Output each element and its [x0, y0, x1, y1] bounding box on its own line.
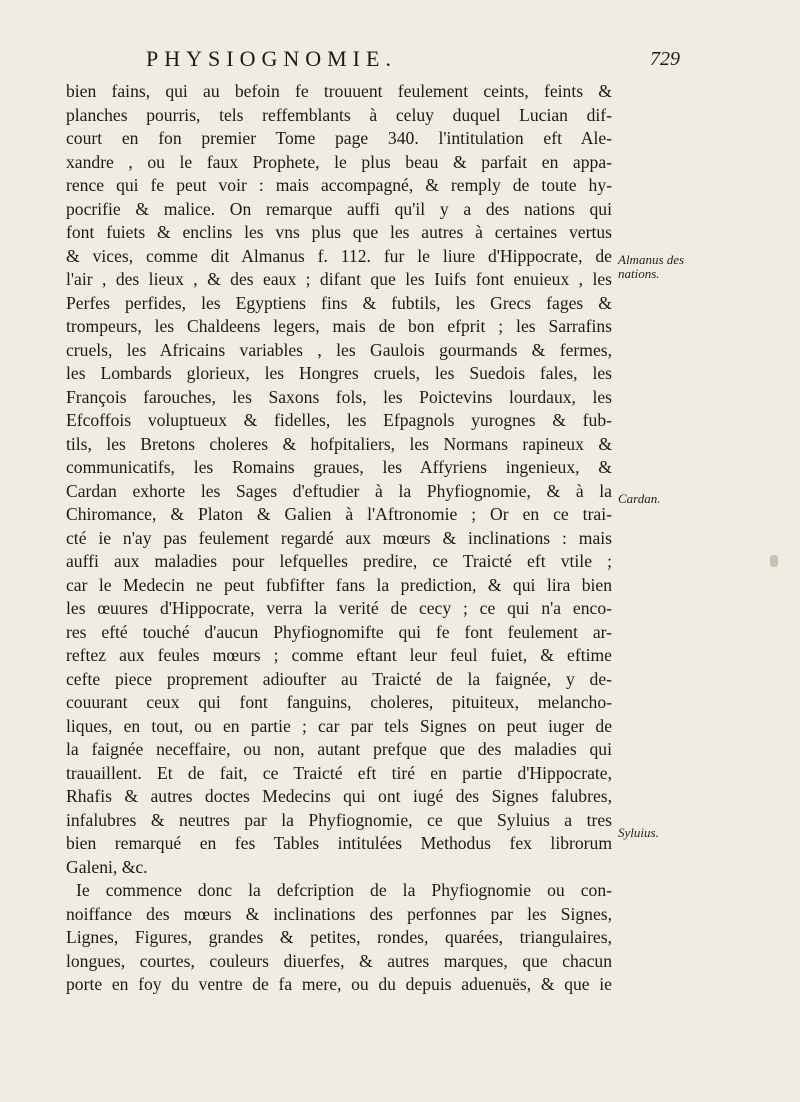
- body-text: [66, 80, 612, 997]
- text-line: xandre , ou le faux Prophete, le plus beau & parfait en appa-: [66, 151, 612, 172]
- text-line: Cardan exhorte les Sages d'eftudier à la Phyfiognomie, & à la: [66, 480, 612, 501]
- text-line: Perfes perfides, les Egyptiens fins & fubtils, les Grecs fages &: [66, 292, 612, 313]
- text-line: les Lombards glorieux, les Hongres cruels, les Suedois fales, les: [66, 363, 612, 383]
- text-line: auffi aux maladies pour lefquelles predire, ce Traicté eft vtile ;: [66, 551, 612, 571]
- text-line: res efté touché d'aucun Phyfiognomifte qui fe font feulement ar-: [66, 621, 612, 642]
- text-line: liques, en tout, ou en partie ; car par tels Signes on peut iuger de: [66, 715, 612, 736]
- text-line: Chiromance, & Platon & Galien à l'Aftronomie ; Or en ce trai-: [66, 504, 612, 524]
- text-line: couurant ceux qui font fanguins, choleres, pituiteux, melancho-: [66, 692, 612, 712]
- page-header: [140, 46, 680, 76]
- marginal-note: Cardan.: [618, 491, 661, 506]
- text-line: la faignée neceffaire, ou non, autant prefque que des maladies qui: [66, 739, 612, 759]
- page-number: 729: [650, 48, 680, 70]
- text-line: longues, courtes, couleurs diuerfes, & autres marques, que chacun: [66, 950, 612, 971]
- text-line: noiffance des mœurs & inclinations des perfonnes par les Signes,: [66, 903, 612, 924]
- text-line: rence qui fe peut voir : mais accompagné, & remply de toute hy-: [66, 175, 612, 195]
- text-line: Ie commence donc la defcription de la Phyfiognomie ou con-: [76, 880, 612, 900]
- text-line: font fuiets & enclins les vns plus que les autres à certaines vertus: [66, 222, 612, 242]
- text-line: infalubres & neutres par la Phyfiognomie, ce que Syluius a tres: [66, 809, 612, 830]
- text-line: François farouches, les Saxons fols, les Poictevins lourdaux, les: [66, 386, 612, 407]
- text-line: trompeurs, les Chaldeens legers, mais de bon efprit ; les Sarrafins: [66, 316, 612, 336]
- text-line: court en fon premier Tome page 340. l'intitulation eft Ale-: [66, 128, 612, 148]
- text-line: bien remarqué en fes Tables intitulées Methodus fex librorum: [66, 833, 612, 853]
- text-line: cefte piece proprement adioufter au Traicté de la faignée, y de-: [66, 668, 612, 689]
- text-line: Efcoffois voluptueux & fidelles, les Efpagnols yurognes & fub-: [66, 410, 612, 430]
- running-title: PHYSIOGNOMIE.: [146, 46, 397, 71]
- text-line: Rhafis & autres doctes Medecins qui ont iugé des Signes falubres,: [66, 786, 612, 806]
- text-line: reftez aux feules mœurs ; comme eftant leur feul fuiet, & eftime: [66, 645, 612, 665]
- text-line: cruels, les Africains variables , les Gaulois gourmands & fermes,: [66, 339, 612, 360]
- ink-blemish: [770, 555, 778, 567]
- text-line: cté ie n'ay pas feulement regardé aux mœurs & inclinations : mais: [66, 527, 612, 548]
- marginal-note: Almanus des nations.: [618, 252, 685, 281]
- text-line: car le Medecin ne peut fubfifter fans la prediction, & qui lira bien: [66, 574, 612, 595]
- text-line: & vices, comme dit Almanus f. 112. fur le liure d'Hippocrate, de: [66, 245, 612, 266]
- text-line: l'air , des lieux , & des eaux ; difant que les Iuifs font enuieux , les: [66, 269, 612, 289]
- text-line: tils, les Bretons choleres & hofpitaliers, les Normans rapineux &: [66, 433, 612, 454]
- text-line: les œuures d'Hippocrate, verra la verité de cecy ; ce qui n'a enco-: [66, 598, 612, 618]
- text-line: porte en foy du ventre de fa mere, ou du depuis aduenuës, & que ie: [66, 974, 612, 994]
- text-line: planches pourris, tels reffemblants à celuy duquel Lucian dif-: [66, 104, 612, 125]
- text-line: Galeni, &c.: [66, 856, 148, 877]
- text-line: Lignes, Figures, grandes & petites, rondes, quarées, triangulaires,: [66, 927, 612, 947]
- text-line: communicatifs, les Romains graues, les Affyriens ingenieux, &: [66, 457, 612, 477]
- text-line: bien fains, qui au befoin fe trouuent feulement ceints, feints &: [66, 81, 612, 101]
- marginal-note: Syluius.: [618, 825, 659, 840]
- text-line: trauaillent. Et de fait, ce Traicté eft tiré en partie d'Hippocrate,: [66, 762, 612, 783]
- text-line: pocrifie & malice. On remarque auffi qu'il y a des nations qui: [66, 198, 612, 219]
